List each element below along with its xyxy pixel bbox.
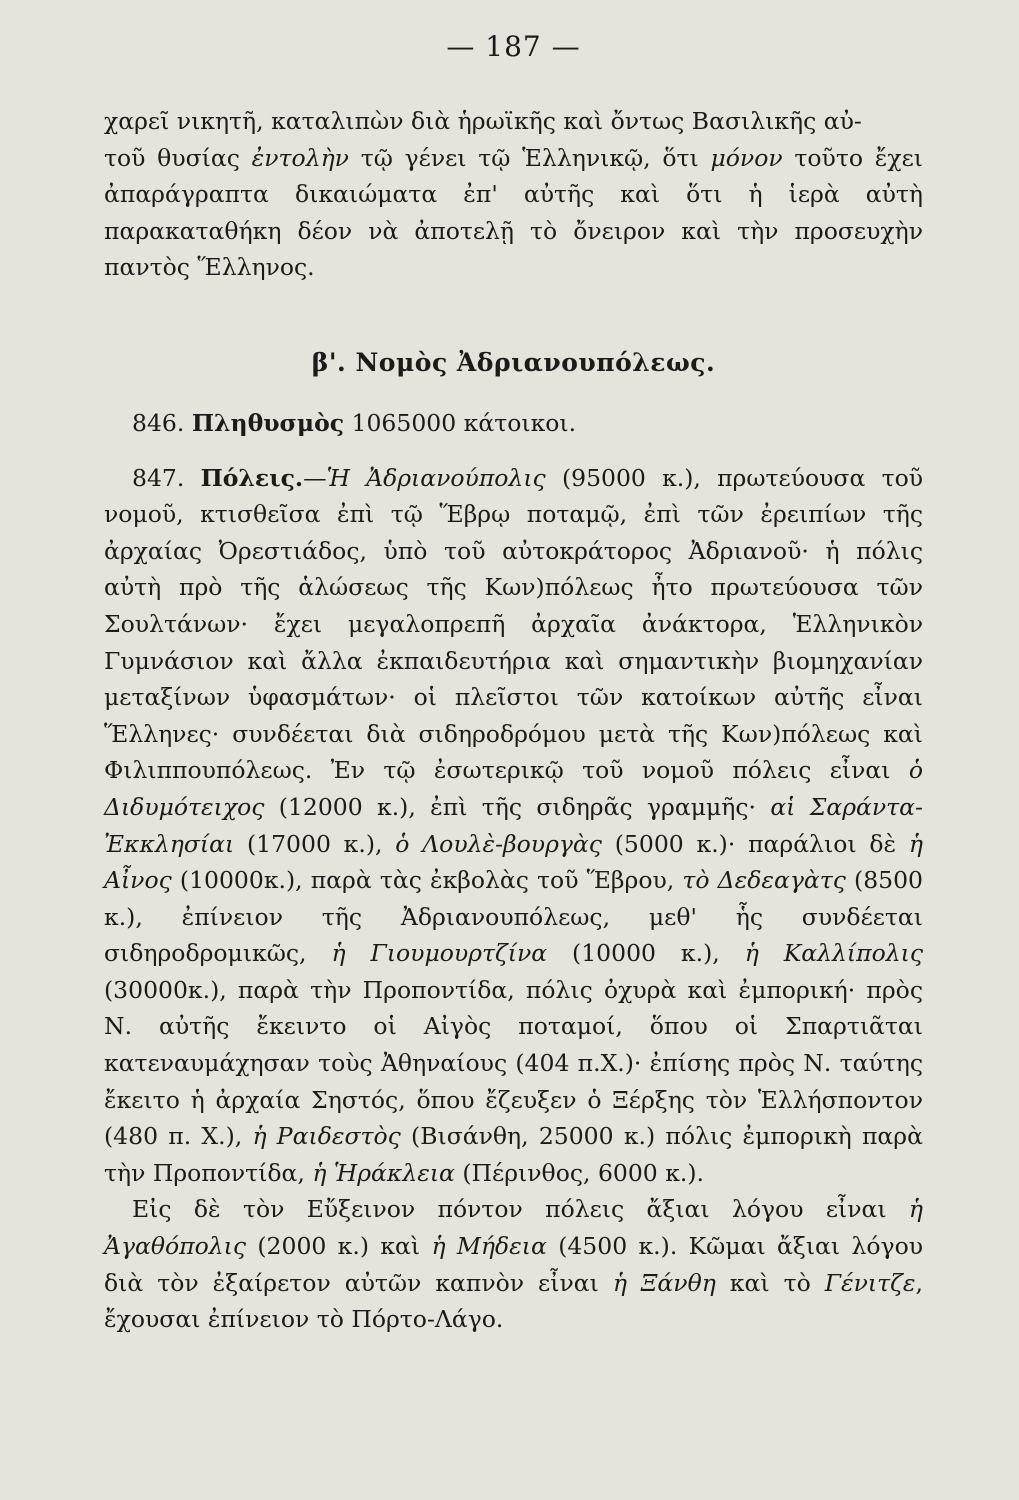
intro-text-3: τῷ γένει τῷ Ἑλληνικῷ, ὅτι: [348, 143, 711, 172]
city-name: ἡ Ἀγαθόπολις: [104, 1195, 923, 1261]
city-name: ἡ Ραιδεστὸς: [252, 1122, 401, 1151]
text-segment: (Πέρινθος, 6000 κ.).: [454, 1158, 705, 1187]
text-segment: (10000κ.), παρὰ τὰς ἐκβολὰς τοῦ Ἕβρου,: [171, 866, 683, 895]
page-number: — 187 —: [446, 30, 581, 63]
city-name: ἡ Ἡράκλεια: [312, 1158, 455, 1187]
city-name: τὸ Δεδεαγὰτς: [682, 866, 846, 895]
text-segment: (30000κ.), παρὰ τὴν Προποντίδα, πόλις ὀχυρὰ καὶ ἐμπορική· πρὸς Ν. αὐτῆς ἔκειντο οἱ Αἰγὸς ποταμοί, ὅπου οἱ Σπαρτιᾶται κατεναυμάχησαν τοὺς Ἀθηναίους (404 π.Χ.)· ἐπίσης πρὸς Ν. ταύτης ἔκειτο ἡ ἀρχαία Σηστός, ὅπου ἔζευξεν ὁ Ξέρξης τὸν Ἑλλήσποντον (480 π. Χ.),: [104, 975, 923, 1151]
text-segment: (5000 κ.)· παράλιοι δὲ: [601, 829, 909, 858]
city-name: ἡ Ξάνθη: [612, 1268, 716, 1297]
city-name: Γένιτζε: [824, 1268, 916, 1297]
city-name: ὁ Διδυμότειχος: [104, 756, 923, 821]
city-name: ἡ Καλλίπολις: [744, 939, 924, 968]
paragraph-label: Πληθυσμὸς: [191, 408, 345, 437]
paragraph-number: 847.: [132, 463, 185, 492]
text-segment: (2000 κ.) καὶ: [246, 1232, 432, 1261]
text-segment: (8500 κ.), ἐπίνειον τῆς Ἀδριανουπόλεως, μεθ' ἧς συνδέεται σιδηροδρομικῶς,: [104, 866, 923, 968]
text-segment: (17000 κ.),: [234, 829, 396, 858]
city-name: ὁ Λουλὲ-βουργὰς: [395, 829, 602, 858]
intro-emphasis-1: ἐντολὴν: [251, 143, 349, 172]
intro-text-1: χαρεῖ νικητῆ, καταλιπὼν διὰ ἡρωϊκῆς καὶ ὄντως Βασιλικῆς αὐ-: [104, 107, 862, 135]
paragraph-label: Πόλεις.: [200, 463, 304, 492]
intro-text-4: τοῦτο ἔχει ἀπαράγραπτα δικαιώματα ἐπ' αὐτῆς καὶ ὅτι ἡ ἱερὰ αὐτὴ παρακαταθήκη δέον νὰ ἀποτελῇ τὸ ὄνειρον καὶ τὴν προσευχὴν παντὸς Ἕλληνος.: [104, 143, 923, 282]
city-name: αἱ Σαράντα-Ἐκκλησίαι: [104, 792, 923, 858]
text-segment: καὶ τὸ: [715, 1268, 825, 1297]
text-segment: —: [303, 463, 327, 492]
city-name: Ἡ Ἀδριανούπολις: [326, 463, 546, 492]
city-name: ἡ Γιουμουρτζίνα: [331, 939, 548, 968]
intro-paragraph: [104, 103, 923, 286]
paragraph-847: [104, 460, 923, 1192]
text-segment: Εἰς δὲ τὸν Εὔξεινον πόντον πόλεις ἄξιαι λόγου εἶναι: [132, 1195, 909, 1224]
text-segment: , ἔχουσαι ἐπίνειον τὸ Πόρτο-Λάγο.: [104, 1268, 923, 1334]
section-heading: β'. Νομὸς Ἀδριανουπόλεως.: [311, 347, 716, 377]
text-segment: (Βισάνθη, 25000 κ.) πόλις ἐμπορικὴ παρὰ τὴν Προποντίδα,: [104, 1122, 923, 1187]
city-name: ἡ Μήδεια: [431, 1232, 547, 1261]
intro-text-2: τοῦ θυσίας: [104, 143, 252, 172]
text-segment: (12000 κ.), ἐπὶ τῆς σιδηρᾶς γραμμῆς·: [264, 792, 771, 821]
paragraph-846: [104, 405, 923, 442]
intro-emphasis-2: μόνον: [710, 143, 783, 172]
text-segment: (4500 κ.). Κῶμαι ἄξιαι λόγου διὰ τὸν ἐξαίρετον αὐτῶν καπνὸν εἶναι: [104, 1232, 923, 1297]
paragraph-number: 846.: [132, 408, 185, 437]
paragraph-text: 1065000 κάτοικοι.: [344, 408, 577, 437]
city-name: ἡ Αἶνος: [104, 829, 923, 895]
text-segment: (10000 κ.),: [547, 939, 745, 968]
text-segment: (95000 κ.), πρωτεύουσα τοῦ νομοῦ, κτισθεῖσα ἐπὶ τῷ Ἕβρῳ ποταμῷ, ἐπὶ τῶν ἐρειπίων τῆς ἀρχαίας Ὀρεστιάδος, ὑπὸ τοῦ αὐτοκράτορος Ἀδριανοῦ· ἡ πόλις αὐτὴ πρὸ τῆς ἁλώσεως τῆς Κων)πόλεως ἦτο πρωτεύουσα τῶν Σουλτάνων· ἔχει μεγαλοπρεπῆ ἀρχαῖα ἀνάκτορα, Ἑλληνικὸν Γυμνάσιον καὶ ἄλλα ἐκπαιδευτήρια καὶ σημαντικὴν βιομηχανίαν μεταξίνων ὑφασμάτων· οἱ πλεῖστοι τῶν κατοίκων αὐτῆς εἶναι Ἕλληνες· συνδέεται διὰ σιδηροδρόμου μετὰ τῆς Κων)πόλεως καὶ Φιλιππουπόλεως. Ἐν τῷ ἐσωτερικῷ τοῦ νομοῦ πόλεις εἶναι: [104, 463, 924, 785]
final-paragraph: [104, 1191, 923, 1337]
